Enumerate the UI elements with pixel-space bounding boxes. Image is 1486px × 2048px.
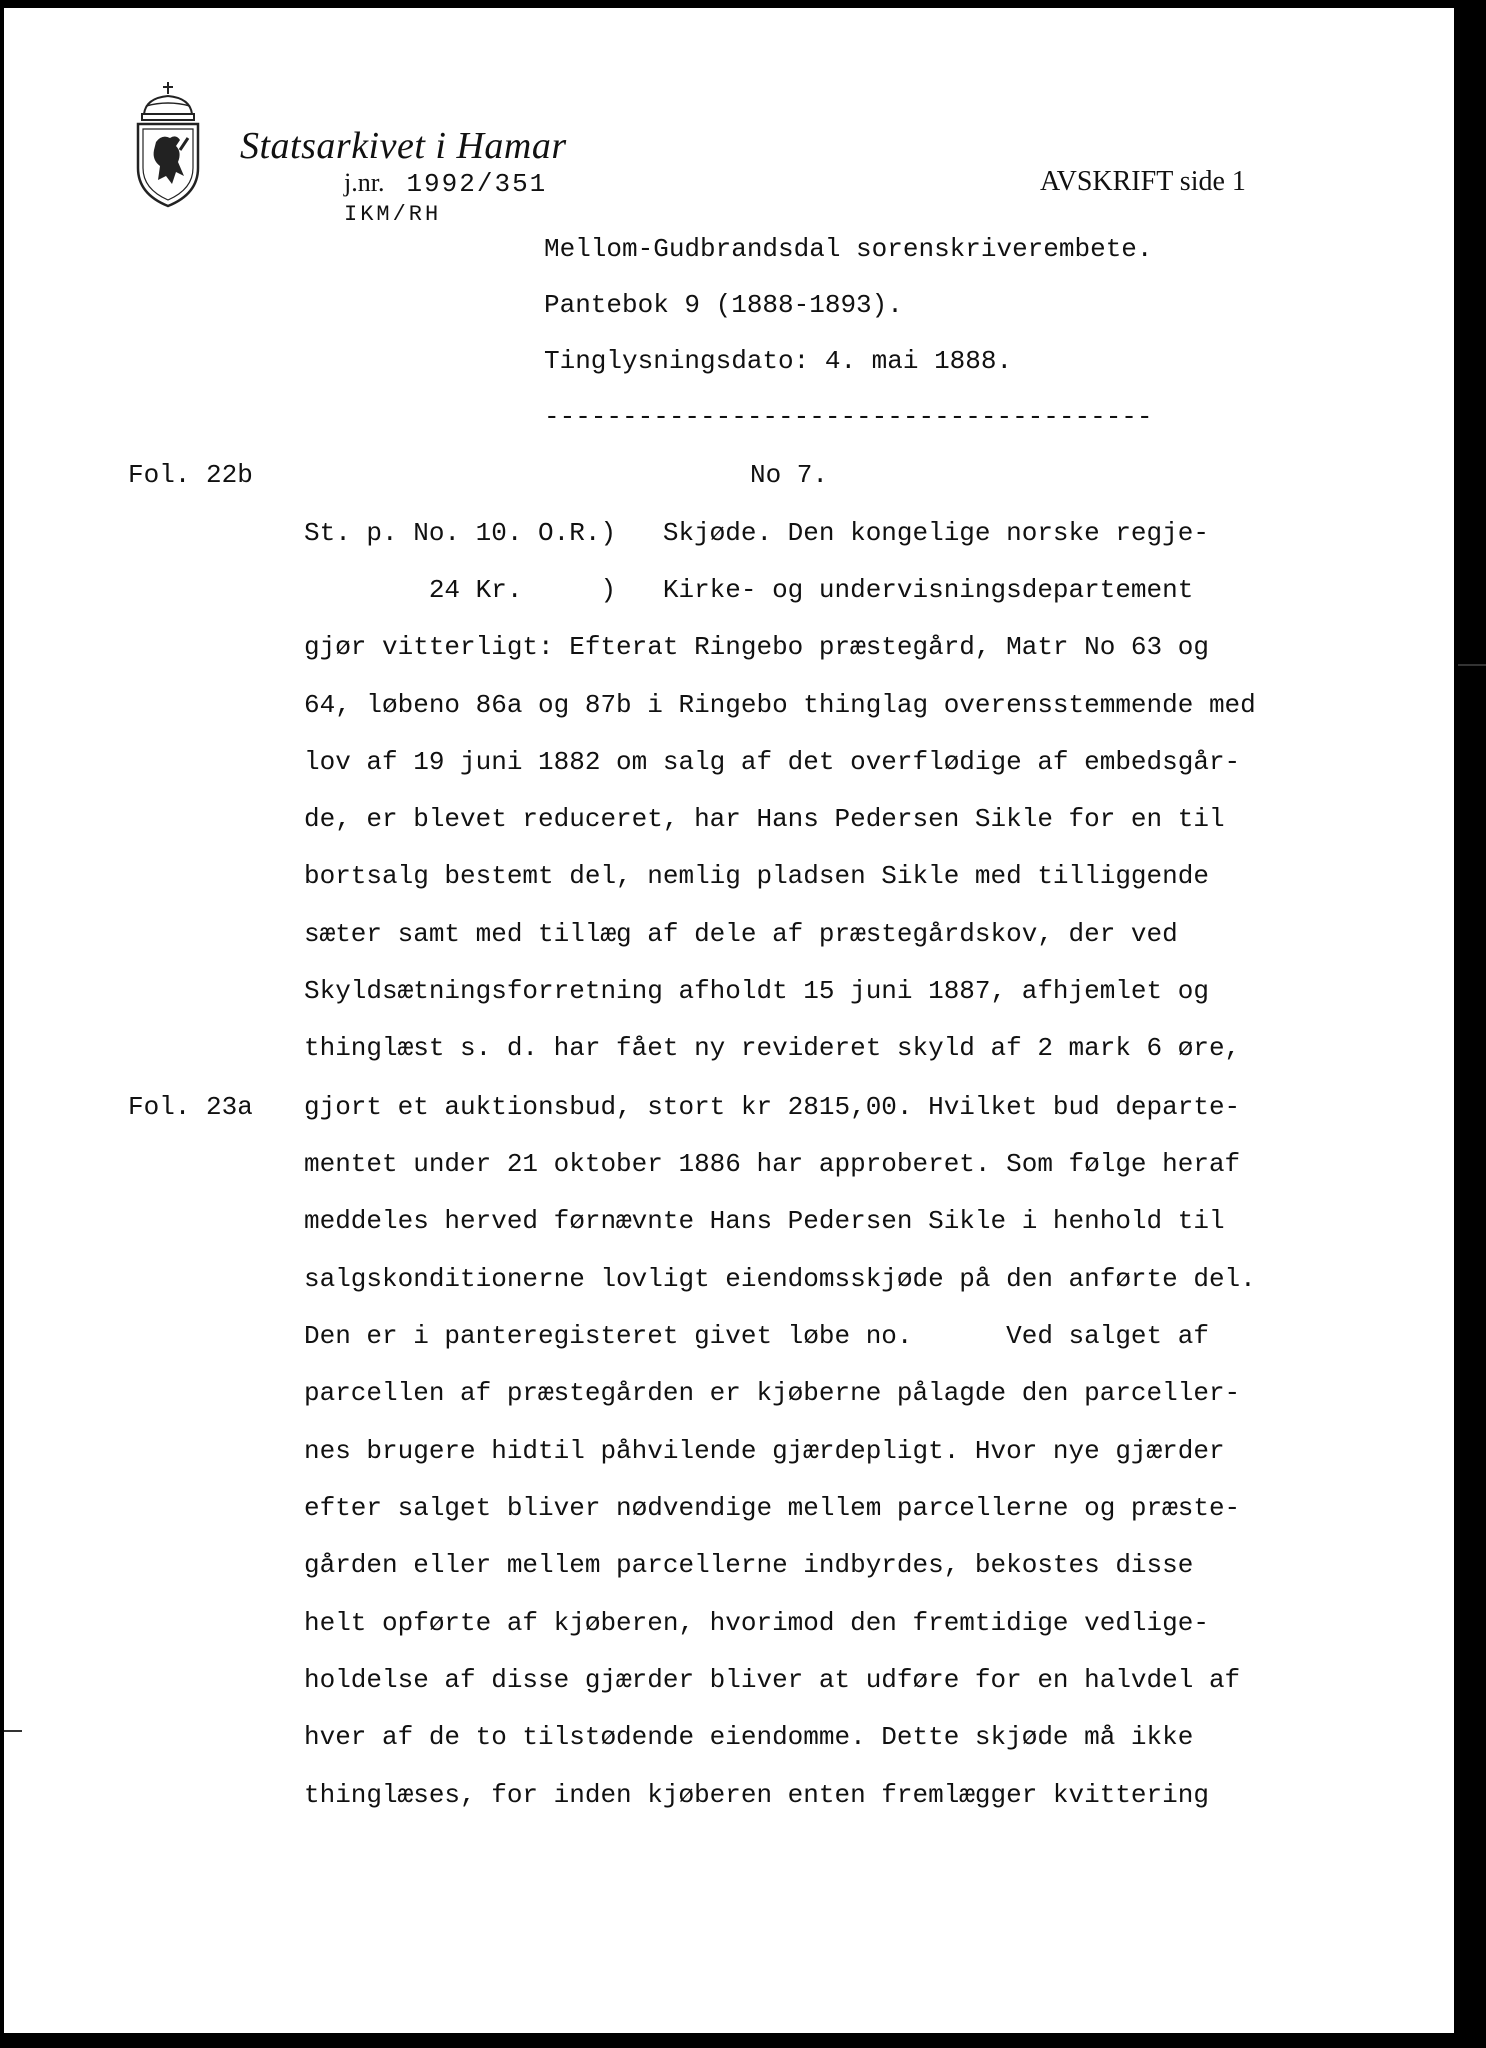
copy-page-label: AVSKRIFT side 1	[1040, 166, 1246, 197]
text-line: salgskonditionerne lovligt eiendomsskjøde på den anførte del.	[304, 1264, 1256, 1294]
text-line: mentet under 21 oktober 1886 har approberet. Som følge heraf	[304, 1149, 1241, 1179]
clerk-initials: IKM/RH	[344, 202, 442, 227]
text-line: nes brugere hidtil påhvilende gjærdepligt. Hvor nye gjærder	[304, 1436, 1225, 1466]
text-line: 64, løbeno 86a og 87b i Ringebo thinglag overensstemmende med	[304, 690, 1256, 720]
mortgage-book: Pantebok 9 (1888-1893).	[544, 290, 903, 320]
text-line: Skyldsætningsforretning afholdt 15 juni 1887, afhjemlet og	[304, 976, 1209, 1006]
text-line: bortsalg bestemt del, nemlig pladsen Sikle med tilliggende	[304, 861, 1209, 891]
text-line: 24 Kr. ) Kirke- og undervisningsdepartement	[304, 575, 1194, 605]
text-line: hver af de to tilstødende eiendomme. Dette skjøde må ikke	[304, 1722, 1194, 1752]
text-line: gården eller mellem parcellerne indbyrdes, bekostes disse	[304, 1550, 1194, 1580]
registration-date: Tinglysningsdato: 4. mai 1888.	[544, 346, 1013, 376]
journal-number-label: j.nr.	[344, 168, 385, 197]
text-line: gjort et auktionsbud, stort kr 2815,00. Hvilket bud departe-	[304, 1092, 1241, 1122]
margin-tick	[4, 1730, 22, 1732]
entry-number: No 7.	[750, 460, 829, 490]
text-line: lov af 19 juni 1882 om salg af det overflødige af embedsgår-	[304, 747, 1241, 777]
folio-marker: Fol. 22b	[128, 460, 253, 490]
text-line: sæter samt med tillæg af dele af præstegårdskov, der ved	[304, 919, 1178, 949]
text-line: thinglæses, for inden kjøberen enten fremlægger kvittering	[304, 1780, 1209, 1810]
text-line: helt opførte af kjøberen, hvorimod den fremtidige vedlige-	[304, 1608, 1209, 1638]
text-line: parcellen af præstegården er kjøberne pålagde den parceller-	[304, 1378, 1241, 1408]
folio-marker: Fol. 23a	[128, 1092, 253, 1122]
journal-number	[344, 168, 547, 199]
document-page	[4, 8, 1454, 2033]
archive-name: Statsarkivet i Hamar	[240, 125, 567, 167]
divider-line: ---------------------------------------	[544, 402, 1153, 432]
coat-of-arms-icon	[132, 80, 204, 210]
text-line: gjør vitterligt: Efterat Ringebo præstegård, Matr No 63 og	[304, 632, 1209, 662]
text-line: St. p. No. 10. O.R.) Skjøde. Den kongelige norske regje-	[304, 518, 1209, 548]
text-line: meddeles herved førnævnte Hans Pedersen Sikle i henhold til	[304, 1206, 1225, 1236]
court-name: Mellom-Gudbrandsdal sorenskriverembete.	[544, 234, 1153, 264]
text-line: efter salget bliver nødvendige mellem parcellerne og præste-	[304, 1493, 1241, 1523]
text-line: thinglæst s. d. har fået ny revideret skyld af 2 mark 6 øre,	[304, 1033, 1241, 1063]
journal-number-value: 1992/351	[406, 169, 548, 199]
text-line: Den er i panteregisteret givet løbe no. Ved salget af	[304, 1321, 1209, 1351]
edge-tick	[1458, 664, 1486, 666]
text-line: de, er blevet reduceret, har Hans Pedersen Sikle for en til	[304, 804, 1225, 834]
text-line: holdelse af disse gjærder bliver at udføre for en halvdel af	[304, 1665, 1241, 1695]
